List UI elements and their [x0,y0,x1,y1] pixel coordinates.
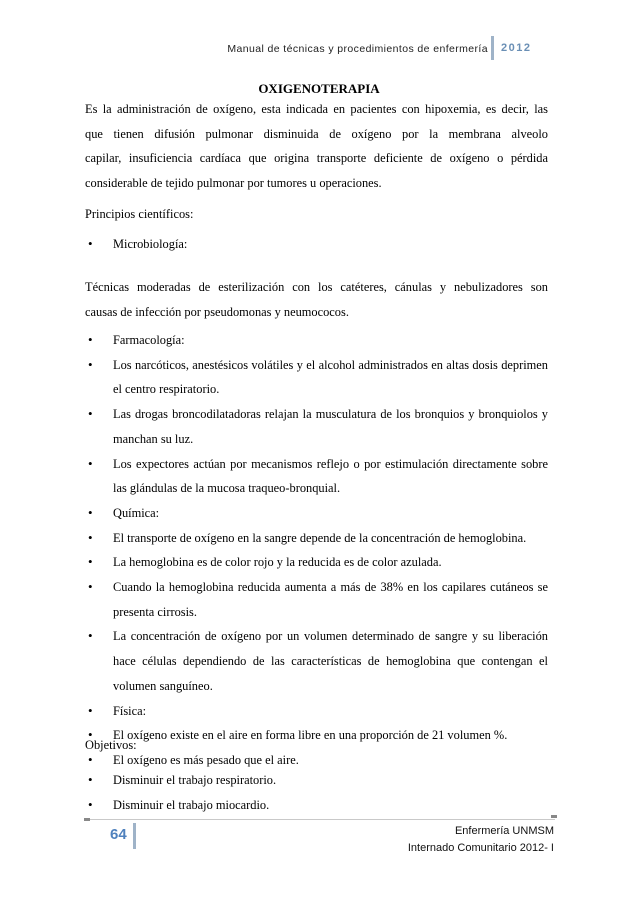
footer-line-2: Internado Comunitario 2012- I [407,842,554,854]
footer-line-1: Enfermería UNMSM [454,825,554,837]
list-item: • El oxígeno es más pesado que el aire. [85,748,548,773]
page-number-divider [133,823,136,849]
list-item: • El transporte de oxígeno en la sangre depende de la concentración de hemoglobina. [85,526,548,551]
list-item: • Las drogas broncodilatadoras relajan la musculatura de los bronquios y bronquiolos y manchan su luz. [85,402,548,451]
list-item: • Los narcóticos, anestésicos volátiles y el alcohol administrados en altas dosis deprimen el centro respiratorio. [85,353,548,402]
header-year: 2012 [501,42,532,54]
list-item: • El oxígeno existe en el aire en forma libre en una proporción de 21 volumen %. [85,723,548,748]
page-number: 64 [110,826,127,843]
list-microbiologia [85,232,548,257]
document-title: OXIGENOTERAPIA [258,81,380,96]
list-item: • Cuando la hemoglobina reducida aumenta a más de 38% en los capilares cutáneos se presenta cirrosis. [85,575,548,624]
header-title: Manual de técnicas y procedimientos de enfermería [227,43,488,55]
list-item: • Disminuir el trabajo respiratorio. [85,768,548,793]
paragraph2-line-1: Técnicas moderadas de esterilización con los catéteres, cánulas y nebulizadores son [85,280,548,294]
intro-line-2: que tienen difusión pulmonar disminuida de oxígeno por la membrana alveolo [85,126,548,141]
intro-line-4: considerable de tejido pulmonar por tumores u operaciones. [85,176,382,191]
paragraph-esterilizacion [85,275,548,324]
principles-heading: Principios científicos: [85,207,194,221]
footer-rule-right-tick [551,815,557,818]
header-divider [491,36,494,60]
footer-credits [408,823,554,857]
list-item: • Física: [85,699,548,724]
footer-rule [88,819,555,820]
list-item: • La hemoglobina es de color rojo y la reducida es de color azulada. [85,550,548,575]
list-objectives [85,768,548,817]
list-item: • Farmacología: [85,328,548,353]
list-principles [85,328,548,773]
list-item: • Microbiología: [85,232,548,257]
page-header [0,36,638,60]
objectives-heading: Objetivos: [85,738,137,752]
list-item: • Los expectores actúan por mecanismos reflejo o por estimulación directamente sobre las glándulas de la mucosa traqueo-bronquial. [85,452,548,501]
intro-paragraph [85,97,548,196]
intro-line-3: capilar, insuficiencia cardíaca que origina transporte deficiente de oxígeno o pérdida [85,151,548,166]
list-item: • La concentración de oxígeno por un volumen determinado de sangre y su liberación hace células dependiendo de las características de hemoglobina que contengan el volumen sanguíneo. [85,624,548,698]
intro-line-1: Es la administración de oxígeno, esta indicada en pacientes con hipoxemia, es decir, las [85,102,548,116]
footer-rule-left-tick [84,818,90,821]
paragraph2-line-2: causas de infección por pseudomonas y neumococos. [85,304,349,319]
list-item: • Disminuir el trabajo miocardio. [85,793,548,818]
list-item: • Química: [85,501,548,526]
